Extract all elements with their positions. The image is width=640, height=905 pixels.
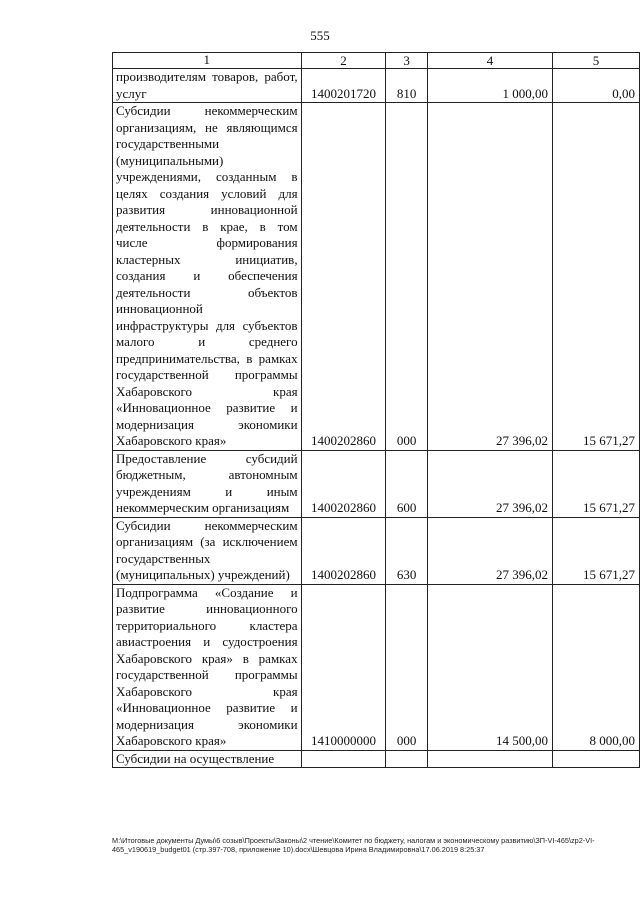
header-col-4: 4	[427, 53, 552, 69]
header-col-1: 1	[113, 53, 302, 69]
budget-table	[112, 52, 640, 768]
page-number: 555	[310, 28, 330, 43]
row-name: Субсидии на осуществление	[113, 750, 302, 768]
row-type: 600	[386, 450, 428, 517]
row-type: 810	[386, 69, 428, 103]
row-name: Субсидии некоммерческим организациям (за исключением государственных (муниципальных) учреждений)	[113, 517, 302, 584]
row-code	[301, 750, 386, 768]
row-code: 1410000000	[301, 584, 386, 750]
table-row	[113, 450, 640, 517]
row-code: 1400201720	[301, 69, 386, 103]
row-type	[386, 750, 428, 768]
row-type: 000	[386, 103, 428, 451]
table-row	[113, 103, 640, 451]
row-amount-2: 15 671,27	[553, 103, 640, 451]
row-amount-2: 15 671,27	[553, 450, 640, 517]
row-code: 1400202860	[301, 103, 386, 451]
row-amount-1: 14 500,00	[427, 584, 552, 750]
table-row	[113, 69, 640, 103]
table-header-row	[113, 53, 640, 69]
table-row	[113, 750, 640, 768]
header-col-2: 2	[301, 53, 386, 69]
table-row	[113, 517, 640, 584]
row-code: 1400202860	[301, 517, 386, 584]
row-amount-2	[553, 750, 640, 768]
row-name: производителям товаров, работ, услуг	[113, 69, 302, 103]
row-type: 000	[386, 584, 428, 750]
row-amount-2: 15 671,27	[553, 517, 640, 584]
row-amount-2: 0,00	[553, 69, 640, 103]
file-path-footer: М:\Итоговые документы Думы\6 созыв\Проекты\Законы\2 чтение\Комитет по бюджету, налогам и экономическому развитию\ЗП-VI-465\zp2-VI-465_v190619_budget01 (стр.397-708, приложение 10).docx\Шевцова Ирина Владимировна\17.06.2019 8:25:37	[112, 836, 595, 854]
row-name: Предоставление субсидий бюджетным, автономным учреждениям и иным некоммерческим организациям	[113, 450, 302, 517]
table-row	[113, 584, 640, 750]
row-amount-1: 27 396,02	[427, 517, 552, 584]
row-name: Подпрограмма «Создание и развитие инновационного территориального кластера авиастроения и судостроения Хабаровского края» в рамках государственной программы Хабаровского края «Инновационное развитие и модернизация экономики Хабаровского края»	[113, 584, 302, 750]
row-amount-1: 1 000,00	[427, 69, 552, 103]
header-col-3: 3	[386, 53, 428, 69]
row-amount-1: 27 396,02	[427, 103, 552, 451]
row-amount-1: 27 396,02	[427, 450, 552, 517]
row-name: Субсидии некоммерческим организациям, не являющимся государственными (муниципальными) учреждениями, созданным в целях создания условий для развития инновационной деятельности в крае, в том числе формирования кластерных инициатив, создания и обеспечения деятельности объектов инновационной инфраструктуры для субъектов малого и среднего предпринимательства, в рамках государственной программы Хабаровского края «Инновационное развитие и модернизация экономики Хабаровского края»	[113, 103, 302, 451]
row-code: 1400202860	[301, 450, 386, 517]
row-type: 630	[386, 517, 428, 584]
header-col-5: 5	[553, 53, 640, 69]
row-amount-1	[427, 750, 552, 768]
row-amount-2: 8 000,00	[553, 584, 640, 750]
